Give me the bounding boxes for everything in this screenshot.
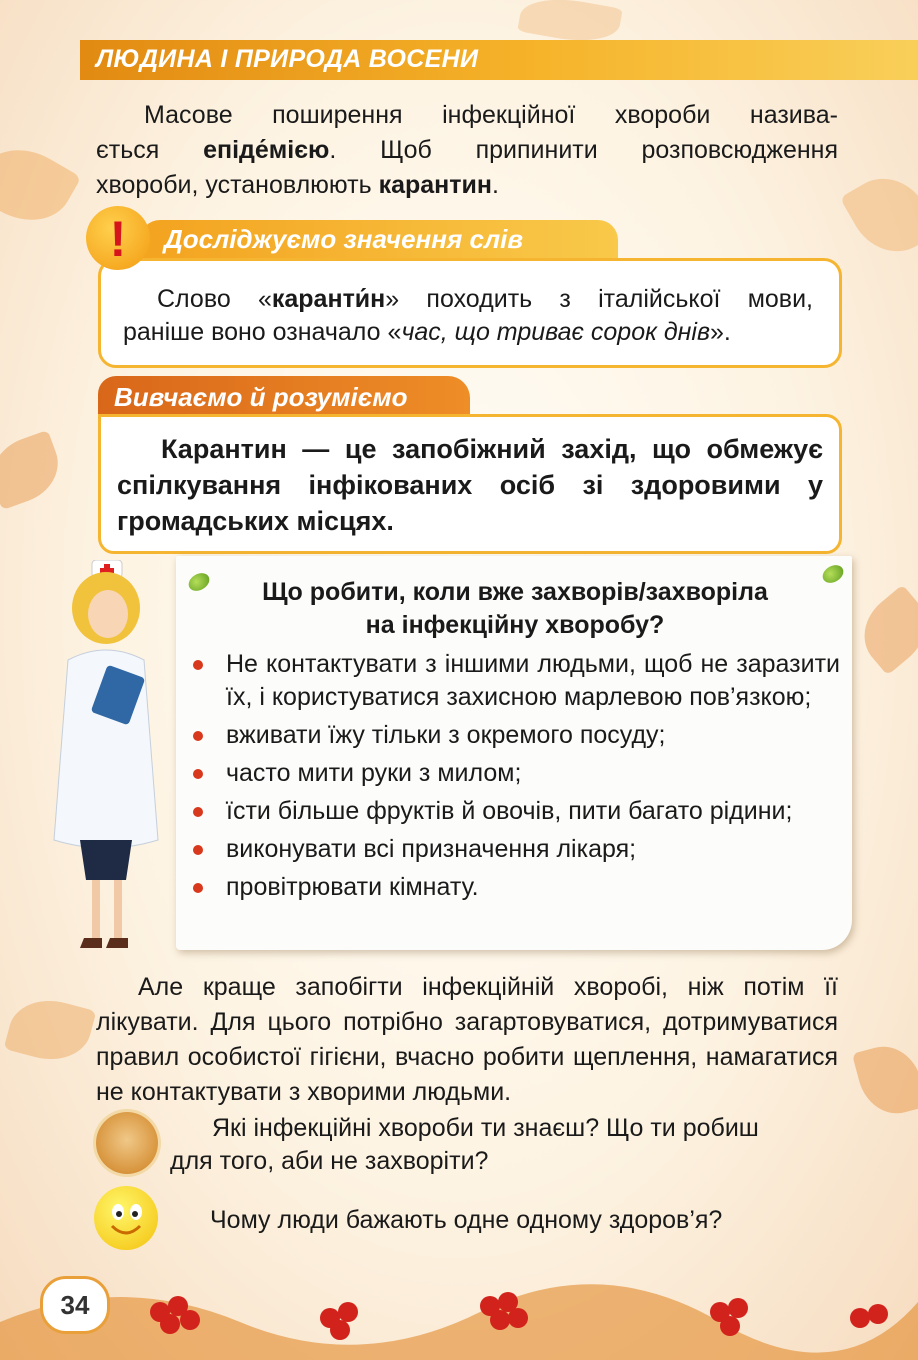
list-item: провітрювати кімнату. [188, 871, 840, 904]
list-item: їсти більше фруктів й овочів, пити багато рідини; [188, 795, 840, 828]
words-text: Слово «каранти́н» походить з італійської мови, раніше воно означало «час, що триває сорок днів». [123, 285, 813, 346]
leaf-decoration [0, 430, 68, 510]
leaf-decoration [840, 163, 918, 267]
definition-text: Карантин — це запобіжний захід, що обмежує спілкування інфікованих осіб зі здоровими у громадських місцях. [117, 434, 823, 536]
list-item: Не контактувати з іншими людьми, щоб не заразити їх, і користуватися захисною марлевою пов’язкою; [188, 648, 840, 714]
learn-tab [98, 376, 470, 416]
term-karantin: каранти́н [271, 285, 386, 313]
exclamation-icon: ! [86, 206, 150, 270]
outro-paragraph: Але краще запобігти інфекційній хворобі, ніж потім її лікувати. Для цього потрібно загартовуватися, дотримуватися правил особистої гігієни, вчасно робити щеплення, намагатися не контактувати з хворими людьми. [96, 973, 838, 1106]
meaning-italic: час, що триває сорок днів [401, 318, 711, 346]
page-number: 34 [40, 1276, 110, 1334]
question-2: Чому люди бажають одне одному здоров’я? [210, 1206, 723, 1234]
term-epidemic: епіде́мією [203, 136, 330, 164]
words-tab-label: Досліджуємо значення слів [164, 224, 524, 254]
leaf-decoration [849, 585, 918, 676]
words-tab [140, 220, 618, 260]
leaf-decoration [0, 132, 81, 238]
intro-line: ється епіде́мією. Щоб припинити розповсюдження [96, 136, 838, 164]
term-quarantine: карантин [378, 171, 492, 199]
list-item: вживати їжу тільки з окремого посуду; [188, 719, 840, 752]
list-item: часто мити руки з милом; [188, 757, 840, 790]
doctor-illustration [40, 560, 180, 960]
leaf-decoration [4, 991, 97, 1070]
tips-list [188, 648, 840, 909]
leaf-decoration [852, 1038, 918, 1121]
learn-box [98, 414, 842, 554]
words-box [98, 258, 842, 368]
question-1: Які інфекційні хвороби ти знаєш? Що ти робиш для того, аби не захворіти? [170, 1114, 759, 1175]
rowan-berries-decoration [0, 1262, 918, 1360]
intro-paragraph [96, 98, 838, 203]
list-item: виконувати всі призначення лікаря; [188, 833, 840, 866]
intro-line: Масове поширення інфекційної хвороби назива- [144, 101, 838, 129]
note-title: Що робити, коли вже захворів/захворіла на інфекційну хворобу? [262, 578, 768, 639]
smiley-icon [94, 1186, 158, 1250]
learn-tab-label: Вивчаємо й розуміємо [114, 382, 408, 412]
section-title: ЛЮДИНА І ПРИРОДА ВОСЕНИ [96, 45, 479, 73]
intro-line: хвороби, установлюють карантин. [96, 171, 499, 199]
basket-icon [96, 1112, 158, 1174]
